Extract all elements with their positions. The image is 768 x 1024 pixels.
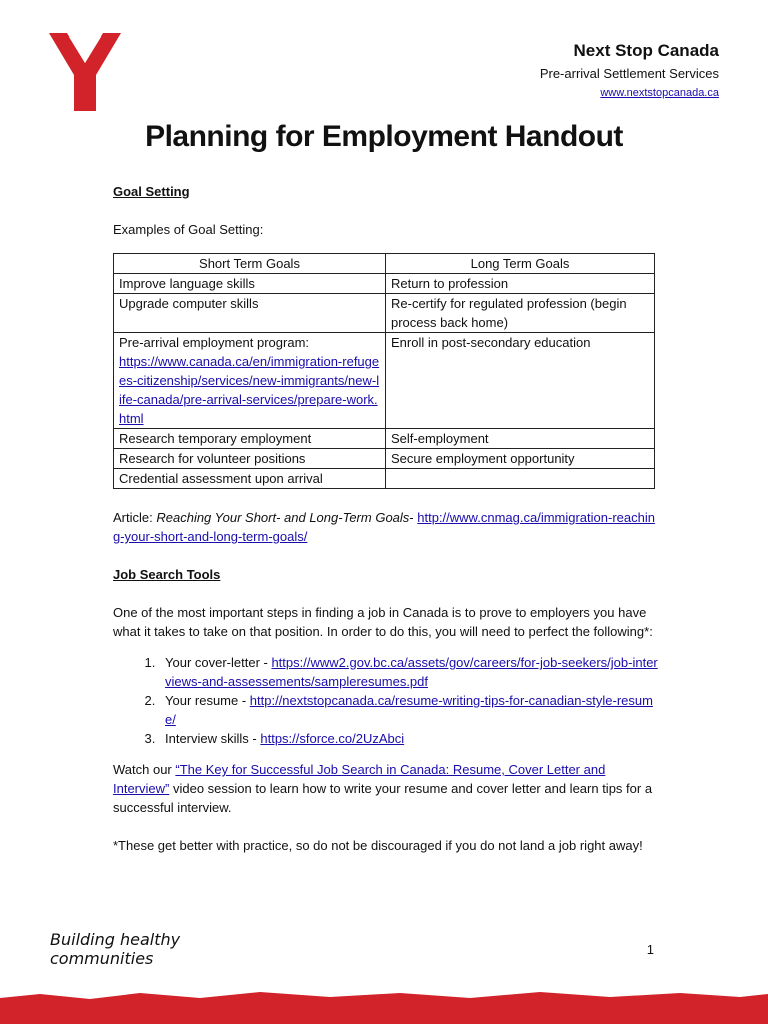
- pre-arrival-program-link[interactable]: https://www.canada.ca/en/immigration-refugees-citizenship/services/new-immigrants/new-life-canada/pre-arrival-services/prepare-work.html: [119, 354, 380, 426]
- goal-setting-intro: Examples of Goal Setting:: [113, 222, 264, 237]
- table-cell: Enroll in post-secondary education: [386, 333, 655, 429]
- table-cell: Research temporary employment: [114, 429, 386, 449]
- org-subtitle: Pre-arrival Settlement Services: [539, 66, 719, 81]
- job-search-heading: Job Search Tools: [113, 567, 221, 582]
- table-row: [114, 333, 655, 429]
- table-row: [114, 469, 655, 489]
- org-name: Next Stop Canada: [573, 41, 719, 60]
- main-content: [113, 182, 658, 855]
- goals-table: [113, 253, 655, 489]
- table-header-row: [114, 254, 655, 274]
- table-row: [114, 294, 655, 333]
- table-cell: Re-certify for regulated profession (begin process back home): [386, 294, 655, 333]
- table-cell-label: Pre-arrival employment program:: [119, 335, 310, 350]
- list-item: [159, 653, 658, 691]
- website-link[interactable]: www.nextstopcanada.ca: [600, 87, 719, 99]
- table-cell: Upgrade computer skills: [114, 294, 386, 333]
- article-link[interactable]: http://www.cnmag.ca/immigration-reaching-your-short-and-long-term-goals/: [113, 510, 655, 544]
- watch-paragraph: [113, 760, 658, 817]
- article-label: Article:: [113, 510, 153, 525]
- list-item: [159, 729, 658, 748]
- watch-suffix: video session to learn how to write your resume and cover letter and learn tips for a successful interview.: [113, 781, 653, 815]
- table-row: [114, 449, 655, 469]
- table-cell: [114, 333, 386, 429]
- footer-tagline: [50, 930, 180, 968]
- table-cell: Secure employment opportunity: [386, 449, 655, 469]
- article-paragraph: [113, 508, 658, 546]
- table-cell: Research for volunteer positions: [114, 449, 386, 469]
- article-dash: -: [409, 510, 414, 525]
- list-item-label: Your cover-letter -: [165, 655, 272, 670]
- job-search-intro: One of the most important steps in finding a job in Canada is to prove to employers you have what it takes to take on that position. In order to do this, you will need to perfect the following*:: [113, 605, 653, 639]
- tagline-line-2: communities: [50, 949, 154, 968]
- article-title: Reaching Your Short- and Long-Term Goals: [156, 510, 410, 525]
- ymca-logo-icon: [49, 33, 121, 111]
- table-cell: Return to profession: [386, 274, 655, 294]
- column-header-short: Short Term Goals: [114, 254, 386, 274]
- table-cell: Self-employment: [386, 429, 655, 449]
- table-row: [114, 274, 655, 294]
- watch-prefix: Watch our: [113, 762, 176, 777]
- resume-link[interactable]: http://nextstopcanada.ca/resume-writing-tips-for-canadian-style-resume/: [165, 693, 653, 727]
- goal-setting-heading: Goal Setting: [113, 184, 190, 199]
- page-number: 1: [646, 942, 654, 957]
- practice-note: *These get better with practice, so do not be discouraged if you do not land a job right away!: [113, 838, 643, 853]
- table-cell: [386, 469, 655, 489]
- job-search-list: [113, 653, 658, 748]
- decorative-red-band: [0, 984, 768, 1024]
- table-cell: Improve language skills: [114, 274, 386, 294]
- page-title: Planning for Employment Handout: [145, 120, 623, 153]
- header: [540, 40, 719, 102]
- column-header-long: Long Term Goals: [386, 254, 655, 274]
- video-session-link[interactable]: “The Key for Successful Job Search in Canada: Resume, Cover Letter and Interview”: [113, 762, 606, 796]
- list-item-label: Your resume -: [165, 693, 250, 708]
- tagline-line-1: Building healthy: [50, 930, 181, 949]
- cover-letter-link[interactable]: https://www2.gov.bc.ca/assets/gov/careers/for-job-seekers/job-interviews-and-assessements/sampleresumes.pdf: [165, 655, 658, 689]
- interview-skills-link[interactable]: https://sforce.co/2UzAbci: [260, 731, 405, 746]
- table-row: [114, 429, 655, 449]
- table-cell: Credential assessment upon arrival: [114, 469, 386, 489]
- list-item-label: Interview skills -: [165, 731, 261, 746]
- list-item: [159, 691, 658, 729]
